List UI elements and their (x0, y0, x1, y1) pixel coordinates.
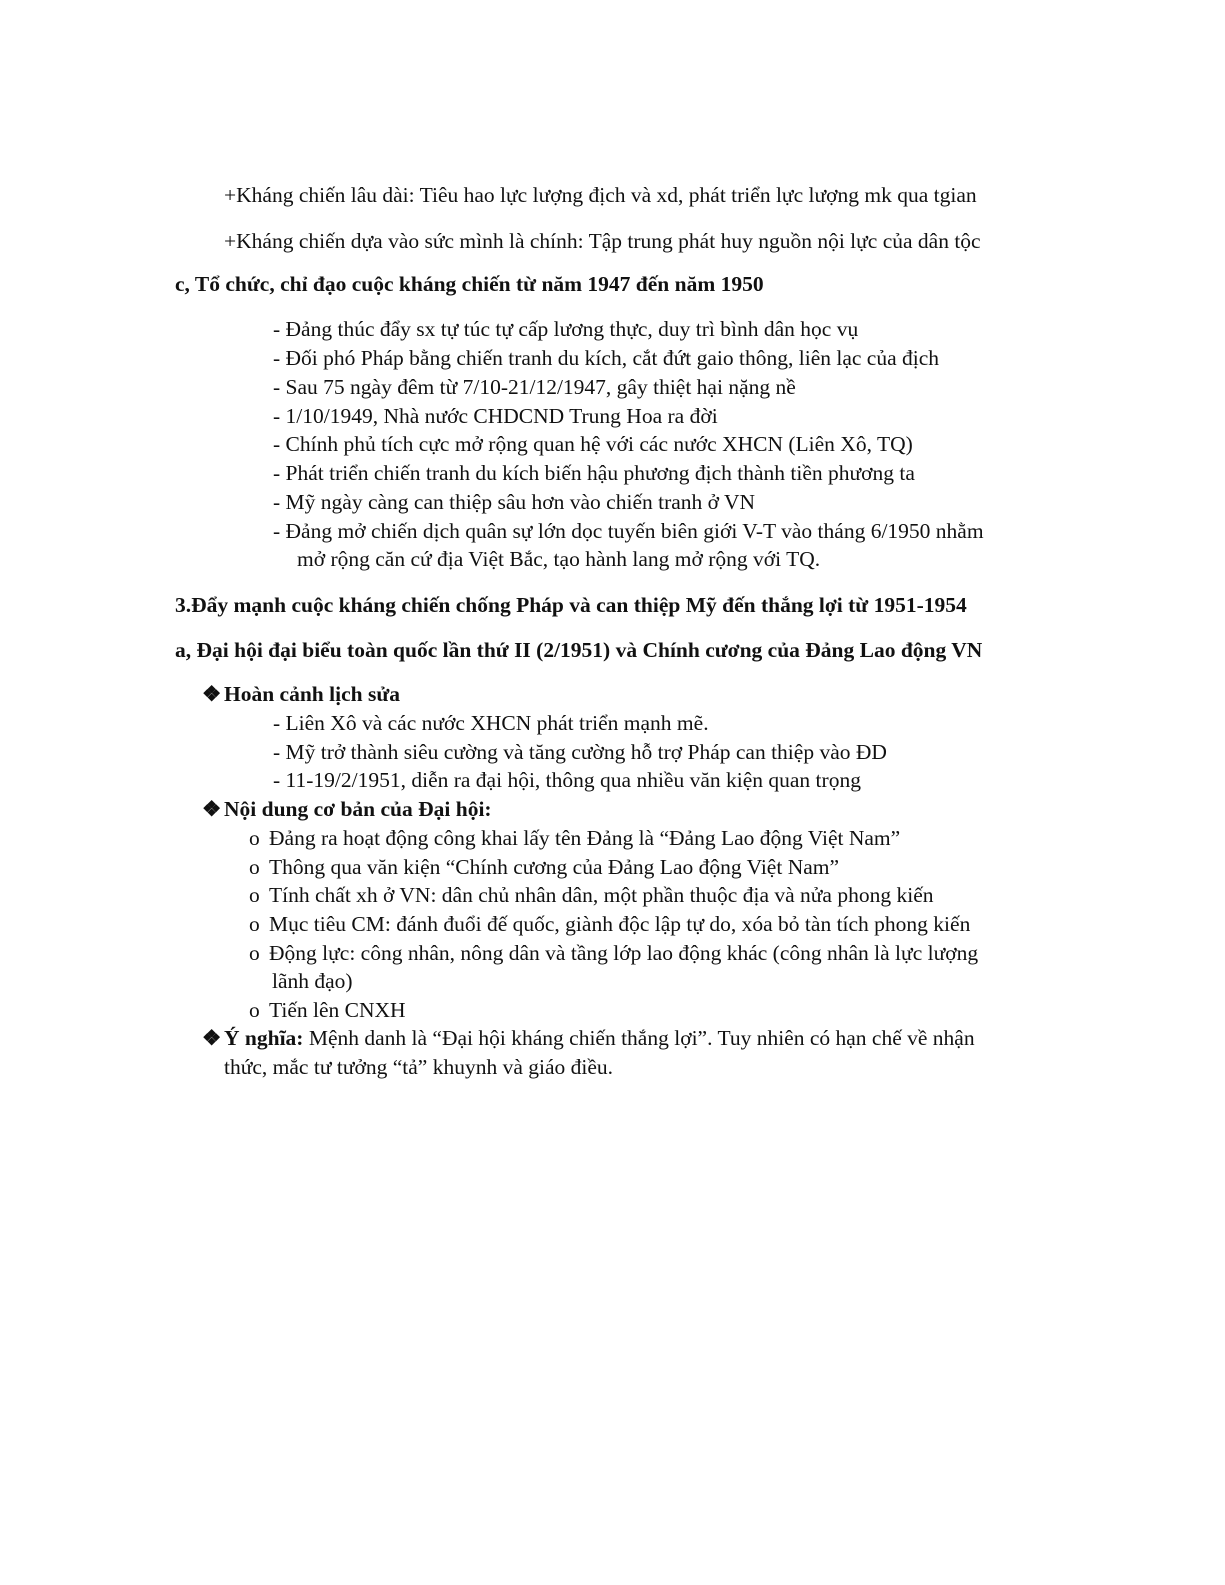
circle-bullet-icon: o (249, 912, 260, 936)
context-title: Hoàn cảnh lịch sửa (224, 682, 400, 706)
section-c-item-1: - Đảng thúc đẩy sx tự túc tự cấp lương thực, duy trì bình dân học vụ (273, 317, 859, 341)
circle-bullet-icon: o (249, 941, 260, 965)
section-c-item-5: - Chính phủ tích cực mở rộng quan hệ với các nước XHCN (Liên Xô, TQ) (273, 432, 913, 456)
circle-bullet-icon: o (249, 855, 260, 879)
meaning-continuation: thức, mắc tư tưởng “tả” khuynh và giáo điều. (224, 1055, 614, 1079)
diamond-bullet-icon: ❖ (202, 682, 222, 706)
content-item-1: o Đảng ra hoạt động công khai lấy tên Đảng là “Đảng Lao động Việt Nam” (249, 826, 901, 850)
diamond-bullet-icon: ❖ (202, 1026, 222, 1050)
context-item-3: - 11-19/2/1951, diễn ra đại hội, thông qua nhiều văn kiện quan trọng (273, 768, 861, 792)
content-item-5-continuation: lãnh đạo) (272, 969, 353, 993)
section-c-item-3: - Sau 75 ngày đêm từ 7/10-21/12/1947, gây thiệt hại nặng nề (273, 375, 796, 399)
meaning-bullet (202, 1024, 975, 1052)
content-item-6: o Tiến lên CNXH (249, 998, 406, 1022)
context-item-1: - Liên Xô và các nước XHCN phát triển mạnh mẽ. (273, 711, 709, 735)
intro-line-2: +Kháng chiến dựa vào sức mình là chính: Tập trung phát huy nguồn nội lực của dân tộc (224, 229, 981, 253)
section-c-item-6: - Phát triển chiến tranh du kích biến hậu phương địch thành tiền phương ta (273, 461, 915, 485)
content-bullet (202, 795, 492, 823)
section-3a-heading: a, Đại hội đại biểu toàn quốc lần thứ II (2/1951) và Chính cương của Đảng Lao động VN (175, 638, 983, 662)
circle-bullet-icon: o (249, 998, 260, 1022)
section-c-item-4: - 1/10/1949, Nhà nước CHDCND Trung Hoa ra đời (273, 404, 718, 428)
section-c-item-8-continuation: mở rộng căn cứ địa Việt Bắc, tạo hành lang mở rộng với TQ. (297, 547, 821, 571)
circle-bullet-icon: o (249, 826, 260, 850)
section-c-heading: c, Tổ chức, chỉ đạo cuộc kháng chiến từ năm 1947 đến năm 1950 (175, 272, 764, 296)
meaning-text: Mệnh danh là “Đại hội kháng chiến thắng lợi”. Tuy nhiên có hạn chế về nhận (303, 1026, 975, 1050)
section-c-item-2: - Đối phó Pháp bằng chiến tranh du kích, cắt đứt gaio thông, liên lạc của địch (273, 346, 940, 370)
circle-bullet-icon: o (249, 883, 260, 907)
diamond-bullet-icon: ❖ (202, 797, 222, 821)
section-3-heading: 3.Đẩy mạnh cuộc kháng chiến chống Pháp và can thiệp Mỹ đến thắng lợi từ 1951-1954 (175, 593, 967, 617)
context-item-2: - Mỹ trở thành siêu cường và tăng cường hỗ trợ Pháp can thiệp vào ĐD (273, 740, 887, 764)
content-title: Nội dung cơ bản của Đại hội: (224, 797, 492, 821)
content-item-2: o Thông qua văn kiện “Chính cương của Đảng Lao động Việt Nam” (249, 855, 840, 879)
section-c-item-8: - Đảng mở chiến dịch quân sự lớn dọc tuyến biên giới V-T vào tháng 6/1950 nhằm (273, 519, 984, 543)
section-c-item-7: - Mỹ ngày càng can thiệp sâu hơn vào chiến tranh ở VN (273, 490, 756, 514)
context-bullet (202, 680, 400, 708)
meaning-label: Ý nghĩa: (224, 1026, 304, 1050)
content-item-3: o Tính chất xh ở VN: dân chủ nhân dân, một phần thuộc địa và nửa phong kiến (249, 883, 934, 907)
intro-line-1: +Kháng chiến lâu dài: Tiêu hao lực lượng địch và xd, phát triển lực lượng mk qua tgian (224, 183, 977, 207)
content-item-4: o Mục tiêu CM: đánh đuổi đế quốc, giành độc lập tự do, xóa bỏ tàn tích phong kiến (249, 912, 971, 936)
content-item-5: o Động lực: công nhân, nông dân và tầng lớp lao động khác (công nhân là lực lượng (249, 941, 979, 965)
